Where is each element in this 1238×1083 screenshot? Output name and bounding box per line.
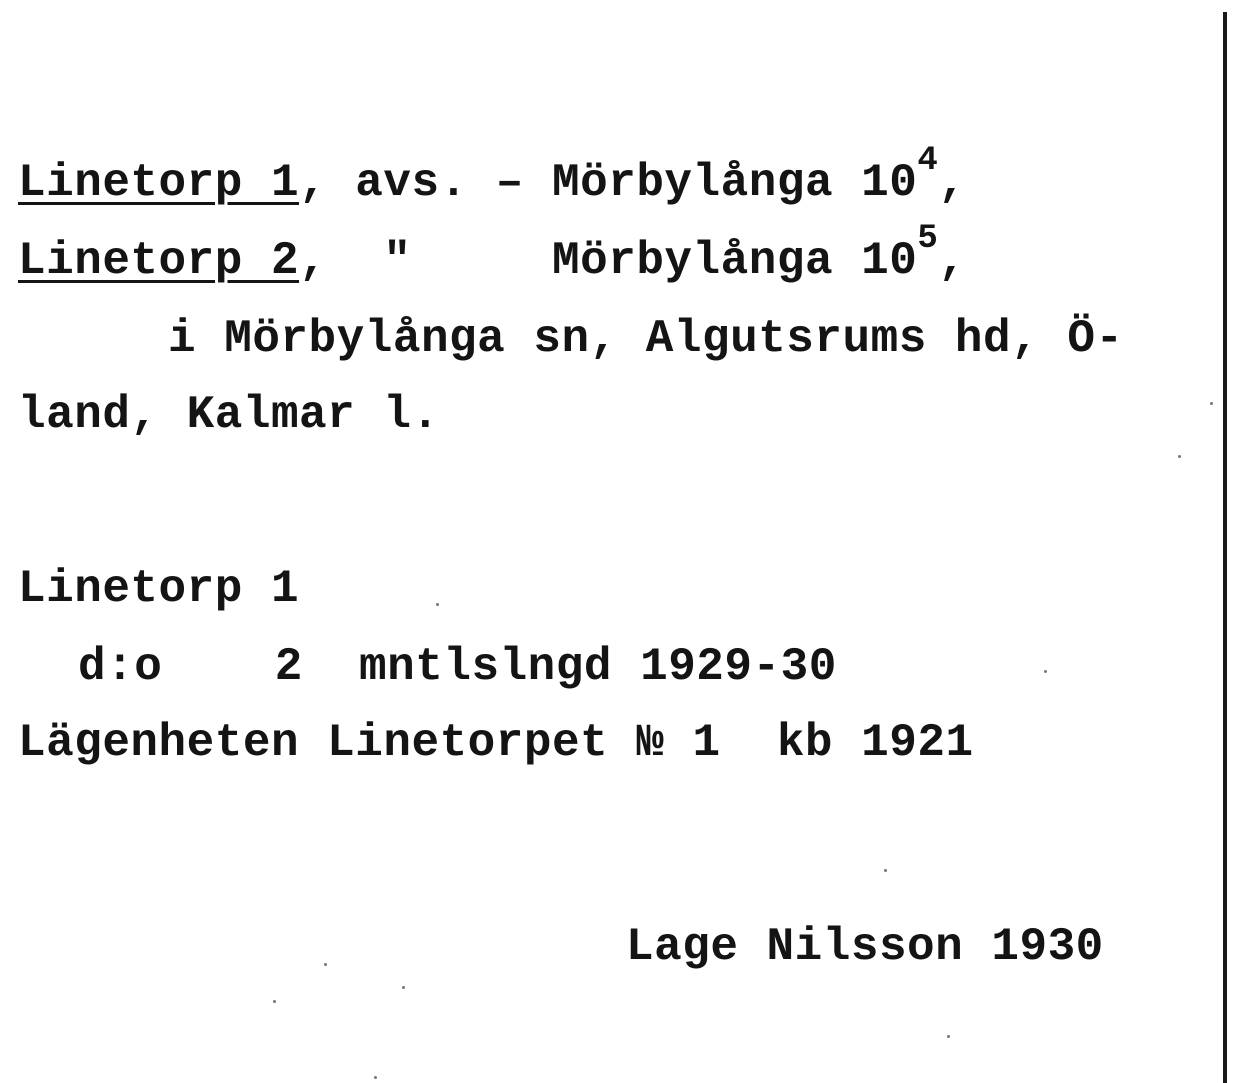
signature: Lage Nilsson 1930 bbox=[626, 921, 1104, 973]
source-line-2: d:o 2 mntlslngd 1929-30 bbox=[78, 641, 837, 693]
scan-speck bbox=[436, 603, 439, 606]
entry-1: Linetorp 1, avs. – Mörbylånga $10^4$, bbox=[18, 142, 967, 209]
entry-1-name: Linetorp 1 bbox=[18, 157, 300, 209]
entry-2-parish-ref: Mörbylånga 10 bbox=[552, 235, 918, 287]
entry-2-note: " bbox=[383, 235, 412, 287]
card-edge-line bbox=[1223, 12, 1227, 1083]
scan-speck bbox=[402, 986, 405, 989]
scan-speck bbox=[884, 869, 887, 872]
source-line-1: Linetorp 1 bbox=[18, 563, 300, 615]
scan-speck bbox=[273, 1000, 276, 1003]
scan-speck bbox=[1044, 670, 1047, 673]
scan-speck bbox=[1178, 455, 1181, 458]
entry-2-name: Linetorp 2 bbox=[18, 235, 300, 287]
entry-1-sup: 4 bbox=[917, 142, 939, 180]
source-line-3: Lägenheten Linetorpet № 1 kb 1921 bbox=[18, 717, 974, 769]
scan-speck bbox=[324, 963, 327, 966]
entry-1-note: avs. – bbox=[355, 157, 524, 209]
entry-2-sup: 5 bbox=[917, 220, 939, 258]
location-line-2: land, Kalmar l. bbox=[18, 389, 440, 441]
entry-2: Linetorp 2, " Mörbylånga $10^5$, bbox=[18, 220, 967, 287]
entry-1-parish-ref: Mörbylånga 10 bbox=[552, 157, 918, 209]
scan-speck bbox=[1210, 402, 1213, 405]
location-line-1: i Mörbylånga sn, Algutsrums hd, Ö- bbox=[168, 313, 1124, 365]
scan-speck bbox=[947, 1035, 950, 1038]
scan-speck bbox=[374, 1076, 377, 1079]
